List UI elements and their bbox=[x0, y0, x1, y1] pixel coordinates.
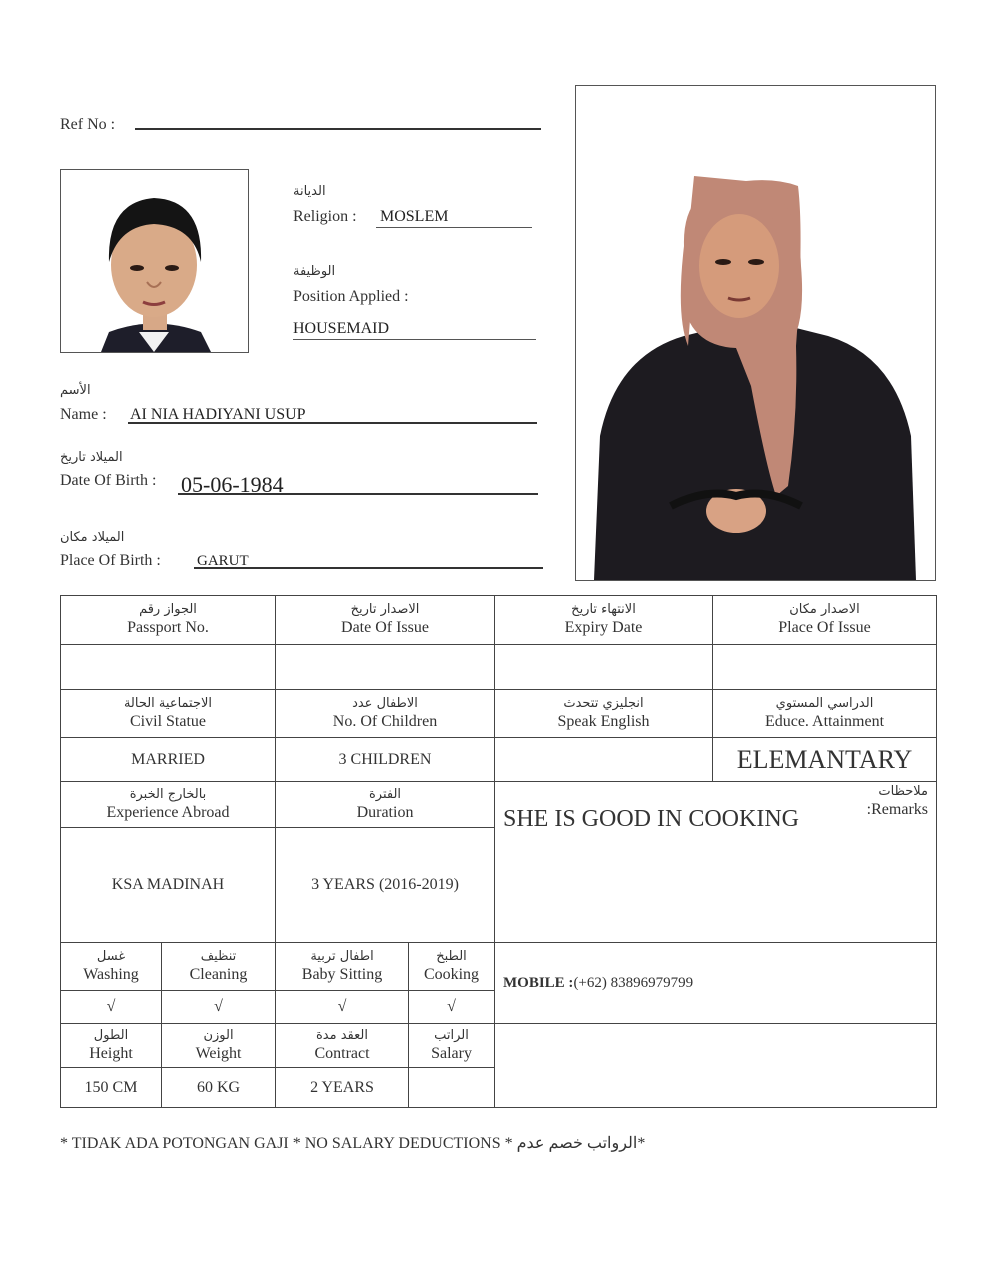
name-label: Name : bbox=[60, 406, 107, 423]
duration-value: 3 YEARS (2016-2019) bbox=[276, 828, 495, 943]
baby-check: √ bbox=[276, 991, 409, 1024]
ref-no-line bbox=[135, 128, 541, 130]
contract-en: Contract bbox=[314, 1044, 370, 1062]
issue-date-value bbox=[276, 645, 495, 690]
passport-header bbox=[61, 596, 276, 645]
weight-ar: الوزن bbox=[203, 1027, 234, 1043]
education-header bbox=[713, 690, 937, 738]
religion-value: MOSLEM bbox=[380, 208, 449, 225]
height-ar: الطول bbox=[93, 1027, 129, 1043]
passport-value bbox=[61, 645, 276, 690]
children-en: No. Of Children bbox=[332, 712, 438, 730]
weight-en: Weight bbox=[195, 1044, 242, 1062]
dob-ar-label: الميلاد تاريخ bbox=[60, 450, 123, 465]
experience-en: Experience Abroad bbox=[106, 803, 230, 821]
civil-ar: الاجتماعية الحالة bbox=[123, 695, 213, 711]
height-en: Height bbox=[89, 1044, 133, 1062]
experience-value: KSA MADINAH bbox=[61, 828, 276, 943]
education-ar: الدراسي المستوي bbox=[775, 695, 874, 711]
religion-line bbox=[376, 227, 532, 228]
civil-header bbox=[61, 690, 276, 738]
issue-place-en: Place Of Issue bbox=[778, 619, 871, 636]
ref-no-label: Ref No : bbox=[60, 116, 116, 133]
duration-en: Duration bbox=[356, 803, 414, 821]
salary-en: Salary bbox=[431, 1044, 472, 1062]
mobile-value: (+62) 83896979799 bbox=[573, 974, 694, 991]
height-header bbox=[61, 1024, 162, 1068]
cleaning-en: Cleaning bbox=[189, 965, 248, 983]
civil-value: MARRIED bbox=[61, 738, 276, 782]
washing-header bbox=[61, 943, 162, 991]
english-header bbox=[495, 690, 713, 738]
washing-check: √ bbox=[61, 991, 162, 1024]
position-line bbox=[293, 339, 536, 340]
duration-ar: الفترة bbox=[368, 786, 402, 802]
english-ar: انجليزي تتحدث bbox=[563, 695, 644, 711]
issue-place-ar: الاصدار مكان bbox=[789, 602, 860, 617]
cooking-en: Cooking bbox=[423, 965, 480, 983]
weight-header bbox=[162, 1024, 276, 1068]
remarks-value: SHE IS GOOD IN COOKING bbox=[503, 806, 799, 832]
expiry-ar: الانتهاء تاريخ bbox=[571, 602, 636, 617]
children-header bbox=[276, 690, 495, 738]
mobile-label: MOBILE : bbox=[503, 974, 574, 991]
cleaning-header bbox=[162, 943, 276, 991]
remarks-ar: ملاحظات bbox=[878, 784, 928, 799]
baby-header bbox=[276, 943, 409, 991]
weight-value: 60 KG bbox=[162, 1068, 276, 1108]
position-ar-label: الوظيفة bbox=[293, 264, 336, 279]
height-value: 150 CM bbox=[61, 1068, 162, 1108]
dob-value: 05-06-1984 bbox=[181, 472, 284, 497]
children-value: 3 CHILDREN bbox=[276, 738, 495, 782]
expiry-value bbox=[495, 645, 713, 690]
experience-ar: بالخارج الخبرة bbox=[129, 786, 207, 802]
cooking-header bbox=[409, 943, 495, 991]
washing-en: Washing bbox=[83, 965, 139, 983]
salary-value bbox=[409, 1068, 495, 1108]
name-value: AI NIA HADIYANI USUP bbox=[130, 406, 306, 423]
blank-cell bbox=[495, 1024, 937, 1108]
education-en: Educe. Attainment bbox=[764, 712, 885, 730]
full-body-photo bbox=[575, 85, 936, 581]
name-ar-label: الأسم bbox=[60, 383, 91, 398]
pob-ar-label: الميلاد مكان bbox=[60, 530, 125, 545]
salary-header bbox=[409, 1024, 495, 1068]
religion-label: Religion : bbox=[293, 208, 357, 225]
contract-value: 2 YEARS bbox=[276, 1068, 409, 1108]
position-label: Position Applied : bbox=[293, 288, 409, 305]
mobile-cell bbox=[495, 943, 937, 1024]
contract-ar: العقد مدة bbox=[316, 1027, 368, 1043]
baby-en: Baby Sitting bbox=[301, 965, 383, 983]
pob-label: Place Of Birth : bbox=[60, 552, 161, 569]
cleaning-ar: تنظيف bbox=[200, 948, 237, 964]
footer-note: * TIDAK ADA POTONGAN GAJI * NO SALARY DEDUCTIONS * الرواتب خصم عدم* bbox=[60, 1135, 646, 1152]
children-ar: الاطفال عدد bbox=[352, 695, 418, 711]
english-value bbox=[495, 738, 713, 782]
passport-ar: الجواز رقم bbox=[139, 602, 197, 617]
pob-line bbox=[194, 567, 543, 569]
passport-en: Passport No. bbox=[127, 619, 209, 636]
religion-ar-label: الديانة bbox=[293, 184, 326, 199]
baby-ar: اطفال تربية bbox=[310, 948, 374, 964]
cleaning-check: √ bbox=[162, 991, 276, 1024]
issue-date-en: Date Of Issue bbox=[341, 619, 429, 636]
duration-header bbox=[276, 782, 495, 828]
issue-date-header bbox=[276, 596, 495, 645]
cooking-ar: الطبخ bbox=[436, 948, 467, 964]
cooking-check: √ bbox=[409, 991, 495, 1024]
remarks-cell bbox=[495, 782, 937, 943]
data-table bbox=[60, 595, 937, 1108]
civil-en: Civil Statue bbox=[130, 712, 206, 730]
expiry-header bbox=[495, 596, 713, 645]
pob-value: GARUT bbox=[197, 553, 249, 569]
dob-line bbox=[178, 493, 538, 495]
remarks-en: :Remarks bbox=[866, 801, 928, 818]
expiry-en: Expiry Date bbox=[564, 619, 643, 636]
position-value: HOUSEMAID bbox=[293, 320, 389, 337]
issue-place-header bbox=[713, 596, 937, 645]
washing-ar: غسل bbox=[96, 948, 126, 964]
experience-header bbox=[61, 782, 276, 828]
issue-date-ar: الاصدار تاريخ bbox=[350, 602, 420, 617]
english-en: Speak English bbox=[557, 712, 650, 730]
salary-ar: الراتب bbox=[434, 1027, 469, 1043]
issue-place-value bbox=[713, 645, 937, 690]
name-line bbox=[128, 422, 537, 424]
education-value: ELEMANTARY bbox=[713, 738, 937, 782]
dob-label: Date Of Birth : bbox=[60, 472, 157, 489]
portrait-photo-small bbox=[60, 169, 249, 353]
contract-header bbox=[276, 1024, 409, 1068]
